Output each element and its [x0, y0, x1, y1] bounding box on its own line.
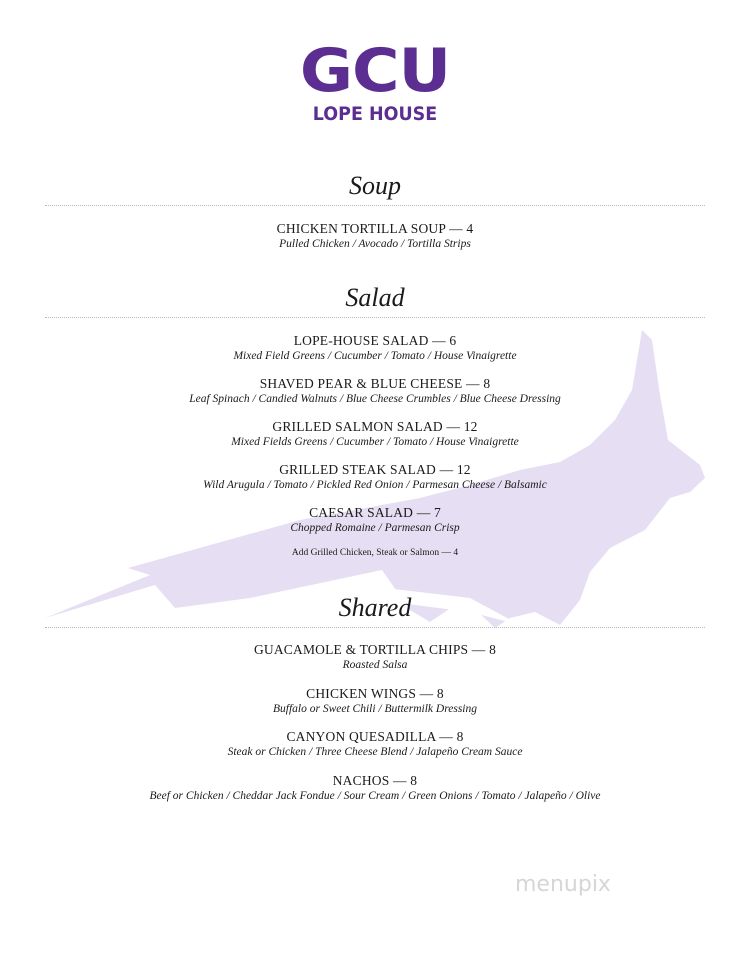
menu-item-name: SHAVED PEAR & BLUE CHEESE — 8 [259, 376, 491, 391]
menu-item [0, 505, 750, 536]
menu-item-description: Wild Arugula / Tomato / Pickled Red Onion / Parmesan Cheese / Balsamic [203, 479, 547, 491]
menu-item-description: Roasted Salsa [342, 659, 408, 671]
menu-item-description: Steak or Chicken / Three Cheese Blend / Jalapeño Cream Sauce [227, 746, 523, 758]
menu-item [0, 642, 750, 673]
section-divider [45, 317, 705, 318]
add-protein-note: Add Grilled Chicken, Steak or Salmon — 4 [291, 548, 459, 558]
menu-item [0, 376, 750, 407]
menu-item-name: CHICKEN WINGS — 8 [306, 686, 444, 701]
menu-item-description: Pulled Chicken / Avocado / Tortilla Strips [279, 238, 471, 250]
menu-item-name: GRILLED SALMON SALAD — 12 [272, 419, 478, 434]
menupix-watermark: menupix [515, 872, 611, 897]
menu-item [0, 419, 750, 450]
menu-item-name: CAESAR SALAD — 7 [309, 505, 441, 520]
menu-item-name: NACHOS — 8 [332, 773, 418, 788]
section-title-shared: Shared [338, 593, 412, 622]
menu-item-name: GRILLED STEAK SALAD — 12 [279, 462, 471, 477]
menu-item-description: Beef or Chicken / Cheddar Jack Fondue / Sour Cream / Green Onions / Tomato / Jalapeño / Olive [149, 790, 601, 802]
menu-item-description: Buffalo or Sweet Chili / Buttermilk Dressing [272, 703, 477, 715]
gcu-logo: GCU [299, 36, 451, 106]
menu-item-name: LOPE-HOUSE SALAD — 6 [293, 333, 457, 348]
section-title-soup: Soup [349, 171, 401, 200]
menu-item [0, 221, 750, 252]
section-title-salad: Salad [345, 283, 405, 312]
section-divider [45, 205, 705, 206]
menu-item-name: GUACAMOLE & TORTILLA CHIPS — 8 [253, 642, 497, 657]
menu-item-name: CHICKEN TORTILLA SOUP — 4 [276, 221, 474, 236]
menu-item-description: Mixed Field Greens / Cucumber / Tomato / House Vinaigrette [233, 350, 517, 362]
menu-item [0, 462, 750, 493]
menu-item-description: Leaf Spinach / Candied Walnuts / Blue Cheese Crumbles / Blue Cheese Dressing [189, 393, 561, 405]
menu-item-name: CANYON QUESADILLA — 8 [286, 729, 464, 744]
menu-item-description: Mixed Fields Greens / Cucumber / Tomato / House Vinaigrette [231, 436, 519, 448]
menu-item [0, 333, 750, 364]
section-divider [45, 627, 705, 628]
lope-house-logo-text: LOPE HOUSE [312, 103, 438, 125]
menu-item [0, 773, 750, 804]
menu-item-description: Chopped Romaine / Parmesan Crisp [290, 522, 460, 534]
menu-item [0, 686, 750, 717]
menu-item [0, 729, 750, 760]
